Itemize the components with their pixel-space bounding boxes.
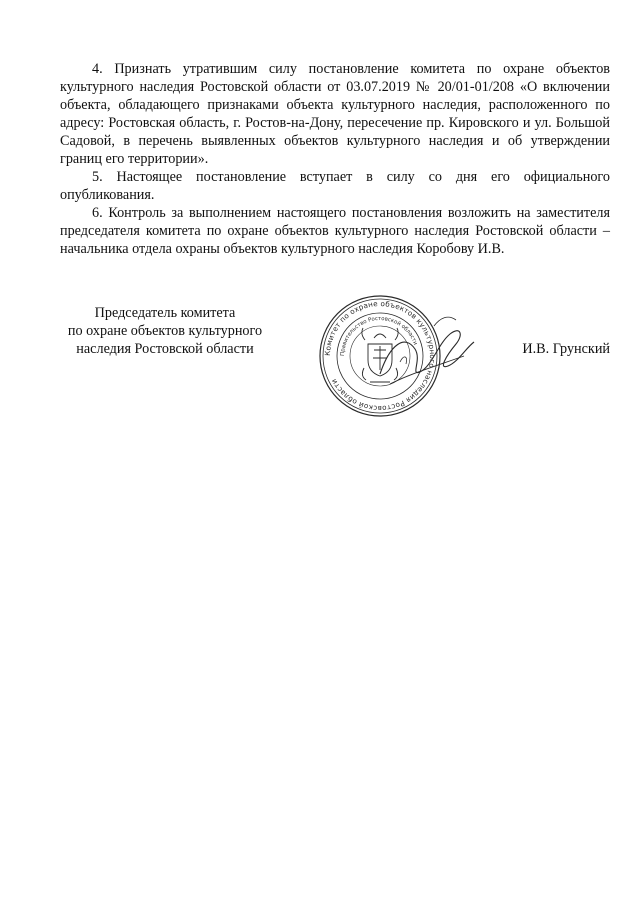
signer-position-line-3: наследия Ростовской области (76, 341, 254, 357)
seal-inner-text: Правительство Ростовской области (339, 315, 419, 357)
document-body (60, 60, 610, 258)
paragraph-item-6: 6. Контроль за выполнением настоящего постановления возложить на заместителя председателя комитета по охране объектов культурного наследия Ростовской области – начальника отдела охраны объектов культурного наследия Коробову И.В. (60, 205, 610, 257)
paragraph-item-5: 5. Настоящее постановление вступает в силу со дня его официального опубликования. (60, 169, 610, 203)
signature-block (0, 298, 640, 444)
paragraph-item-4: 4. Признать утратившим силу постановление комитета по охране объектов культурного наследия Ростовской области от 03.07.2019 № 20/01-01/208 «О включении объекта, обладающего признаками объекта культурного наследия, расположенного по адресу: Ростовская область, г. Ростов-на-Дону, пересечение пр. Кировского и ул. Большой Садовой, в перечень выявленных объектов культурного наследия и об утверждении границ его территории». (60, 61, 610, 167)
handwritten-signature-icon (360, 304, 490, 414)
signer-name: И.В. Грунский (522, 341, 610, 357)
signer-position-line-1: Председатель комитета (94, 305, 236, 321)
seal-ring-text: Комитет по охране объектов культурного наследия Ростовской области (322, 298, 438, 414)
signer-position-line-2: по охране объектов культурного (67, 323, 263, 339)
signer-position (40, 304, 290, 358)
